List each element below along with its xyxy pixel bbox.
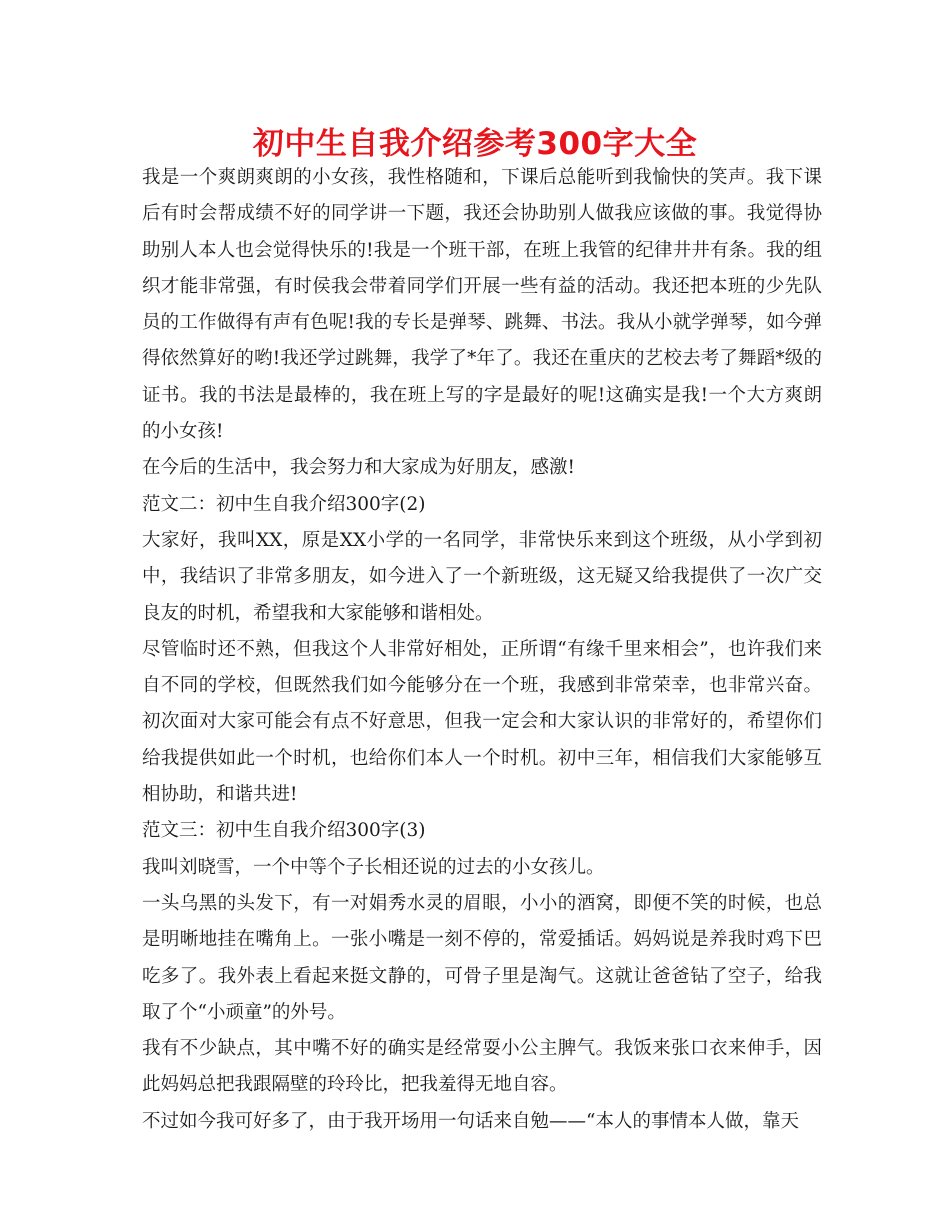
document-title: 初中生自我介绍参考300字大全 — [252, 126, 698, 162]
paragraph-4: 尽管临时还不熟，但我这个人非常好相处，正所谓“有缘千里来相会”，也许我们来自不同的学校，但既然我们如今能够分在一个班，我感到非常荣幸，也非常兴奋。初次面对大家可能会有点不好意思，但我一定会和大家认识的非常好的，希望你们给我提供如此一个时机，也给你们本人一个时机。初中三年，相信我们大家能够互相协助，和谐共进! — [142, 638, 822, 806]
paragraph-7: 我有不少缺点，其中嘴不好的确实是经常耍小公主脾气。我饭来张口衣来伸手，因此妈妈总把我跟隔壁的玲玲比，把我羞得无地自容。 — [142, 1038, 822, 1096]
paragraph-3: 大家好，我叫XX，原是XX小学的一名同学，非常快乐来到这个班级，从小学到初中，我结识了非常多朋友，如今进入了一个新班级，这无疑又给我提供了一次广交良友的时机，希望我和大家能够和谐相处。 — [142, 529, 822, 624]
paragraph-5: 我叫刘晓雪，一个中等个子长相还说的过去的小女孩儿。 — [142, 856, 605, 878]
section-heading-3: 范文三：初中生自我介绍300字(3) — [142, 820, 426, 842]
section-heading-2: 范文二：初中生自我介绍300字(2) — [142, 493, 426, 515]
document-body — [142, 160, 822, 1140]
paragraph-2: 在今后的生活中，我会努力和大家成为好朋友，感激! — [142, 457, 575, 479]
paragraph-1: 我是一个爽朗爽朗的小女孩，我性格随和，下课后总能听到我愉快的笑声。我下课后有时会帮成绩不好的同学讲一下题，我还会协助别人做我应该做的事。我觉得协助别人本人也会觉得快乐的!我是一个班干部，在班上我管的纪律井井有条。我的组织才能非常强，有时侯我会带着同学们开展一些有益的活动。我还把本班的少先队员的工作做得有声有色呢!我的专长是弹琴、跳舞、书法。我从小就学弹琴，如今弹得依然算好的哟!我还学过跳舞，我学了*年了。我还在重庆的艺校去考了舞蹈*级的证书。我的书法是最棒的，我在班上写的字是最好的呢!这确实是我!一个大方爽朗的小女孩! — [142, 167, 822, 443]
paragraph-8: 不过如今我可好多了，由于我开场用一句话来自勉——“本人的事情本人做，靠天 — [142, 1110, 799, 1132]
paragraph-6: 一头乌黑的头发下，有一对娟秀水灵的眉眼，小小的酒窝，即便不笑的时候，也总是明晰地挂在嘴角上。一张小嘴是一刻不停的，常爱插话。妈妈说是养我时鸡下巴吃多了。我外表上看起来挺文静的，可骨子里是淘气。这就让爸爸钻了空子，给我取了个“小顽童”的外号。 — [142, 892, 822, 1023]
